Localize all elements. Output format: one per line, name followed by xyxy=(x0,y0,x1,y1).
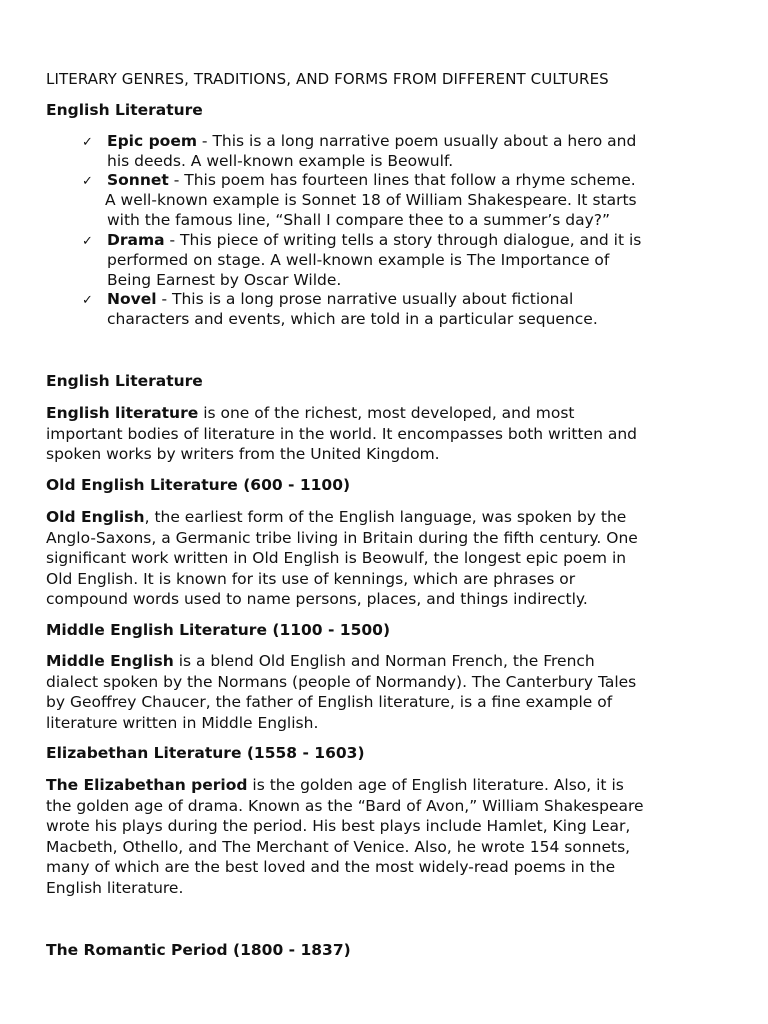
paragraph-english-literature: English literature is one of the richest, most developed, and most important bodies of literature in the world. It encompasses both written and spoken works by writers from the United Kingdom. xyxy=(46,404,637,464)
document-title: LITERARY GENRES, TRADITIONS, AND FORMS FROM DIFFERENT CULTURES xyxy=(46,70,609,88)
checkmark-icon: ✓ xyxy=(82,135,93,150)
checkmark-icon: ✓ xyxy=(82,293,93,308)
paragraph-elizabethan: The Elizabethan period is the golden age of English literature. Also, it is the golden age of drama. Known as the “Bard of Avon,” William Shakespeare wrote his plays during the period. His best plays include Hamlet, King Lear, Macbeth, Othello, and The Merchant of Venice. Also, he wrote 154 sonnets, many of which are the best loved and the most widely-read poems in the English literature. xyxy=(46,776,644,897)
paragraph-old-english: Old English, the earliest form of the English language, was spoken by the Anglo-Saxons, a Germanic tribe living in Britain during the fifth century. One significant work written in Old English is Beowulf, the longest epic poem in Old English. It is known for its use of kennings, which are phrases or compound words used to name persons, places, and things indirectly. xyxy=(46,508,638,609)
document-page: LITERARY GENRES, TRADITIONS, AND FORMS FROM DIFFERENT CULTURES English Literature ✓ Epic poem - This is a long narrative poem usually about a hero and his deeds. A well-known example is Beowulf. ✓ Sonnet - This poem has fourteen lines that follow a rhyme scheme. A well-known example is Sonnet 18 of William Shakespeare. It starts with the famous line, “Shall I compare thee to a summer’s day?” ✓ Drama - This piece of writing tells a story through dialogue, and it is performed on stage. A well-known example is The Importance of Being Earnest by Oscar Wilde. ✓ Novel - This is a long prose narrative usually about fictional characters and events, which are told in a particular sequence. English Literature English literature is one of the richest, most developed, and most important bodies of literature in the world. It encompasses both written and spoken works by writers from the United Kingdom. Old English Literature (600 - 1100) Old English, the earliest form of the English language, was spoken by the Anglo-Saxons, a Germanic tribe living in Britain during the fifth century. One significant work written in Old English is Beowulf, the longest epic poem in Old English. It is known for its use of kennings, which are phrases or compound words used to name persons, places, and things indirectly. Middle English Literature (1100 - 1500) Middle English is a blend Old English and Norman French, the French dialect spoken by the Normans (people of Normandy). The Canterbury Tales by Geoffrey Chaucer, the father of English literature, is a fine example of literature written in Middle English. Elizabethan Literature (1558 - 1603) The Elizabethan period is the golden age of English literature. Also, it is the golden age of drama. Known as the “Bard of Avon,” William Shakespeare wrote his plays during the period. His best plays include Hamlet, King Lear, Macbeth, Othello, and The Merchant of Venice. Also, he wrote 154 sonnets, many of which are the best loved and the most widely-read poems in the English literature. The Romantic Period (1800 - 1837) xyxy=(0,0,768,1024)
section-heading-english-literature-2: English Literature xyxy=(46,372,203,390)
heading-elizabethan: Elizabethan Literature (1558 - 1603) xyxy=(46,744,365,762)
term-novel: Novel xyxy=(107,290,157,308)
heading-romantic: The Romantic Period (1800 - 1837) xyxy=(46,941,351,959)
heading-old-english: Old English Literature (600 - 1100) xyxy=(46,476,351,494)
paragraph-middle-english: Middle English is a blend Old English and Norman French, the French dialect spoken by the Normans (people of Normandy). The Canterbury Tales by Geoffrey Chaucer, the father of English literature, is a fine example of literature written in Middle English. xyxy=(46,652,637,732)
term-sonnet: Sonnet xyxy=(107,171,169,189)
term-epic-poem: Epic poem xyxy=(107,132,197,150)
section-heading-english-literature: English Literature xyxy=(46,101,203,119)
checkmark-icon: ✓ xyxy=(82,174,93,189)
heading-middle-english: Middle English Literature (1100 - 1500) xyxy=(46,621,391,639)
term-drama: Drama xyxy=(107,231,165,249)
checkmark-icon: ✓ xyxy=(82,234,93,249)
